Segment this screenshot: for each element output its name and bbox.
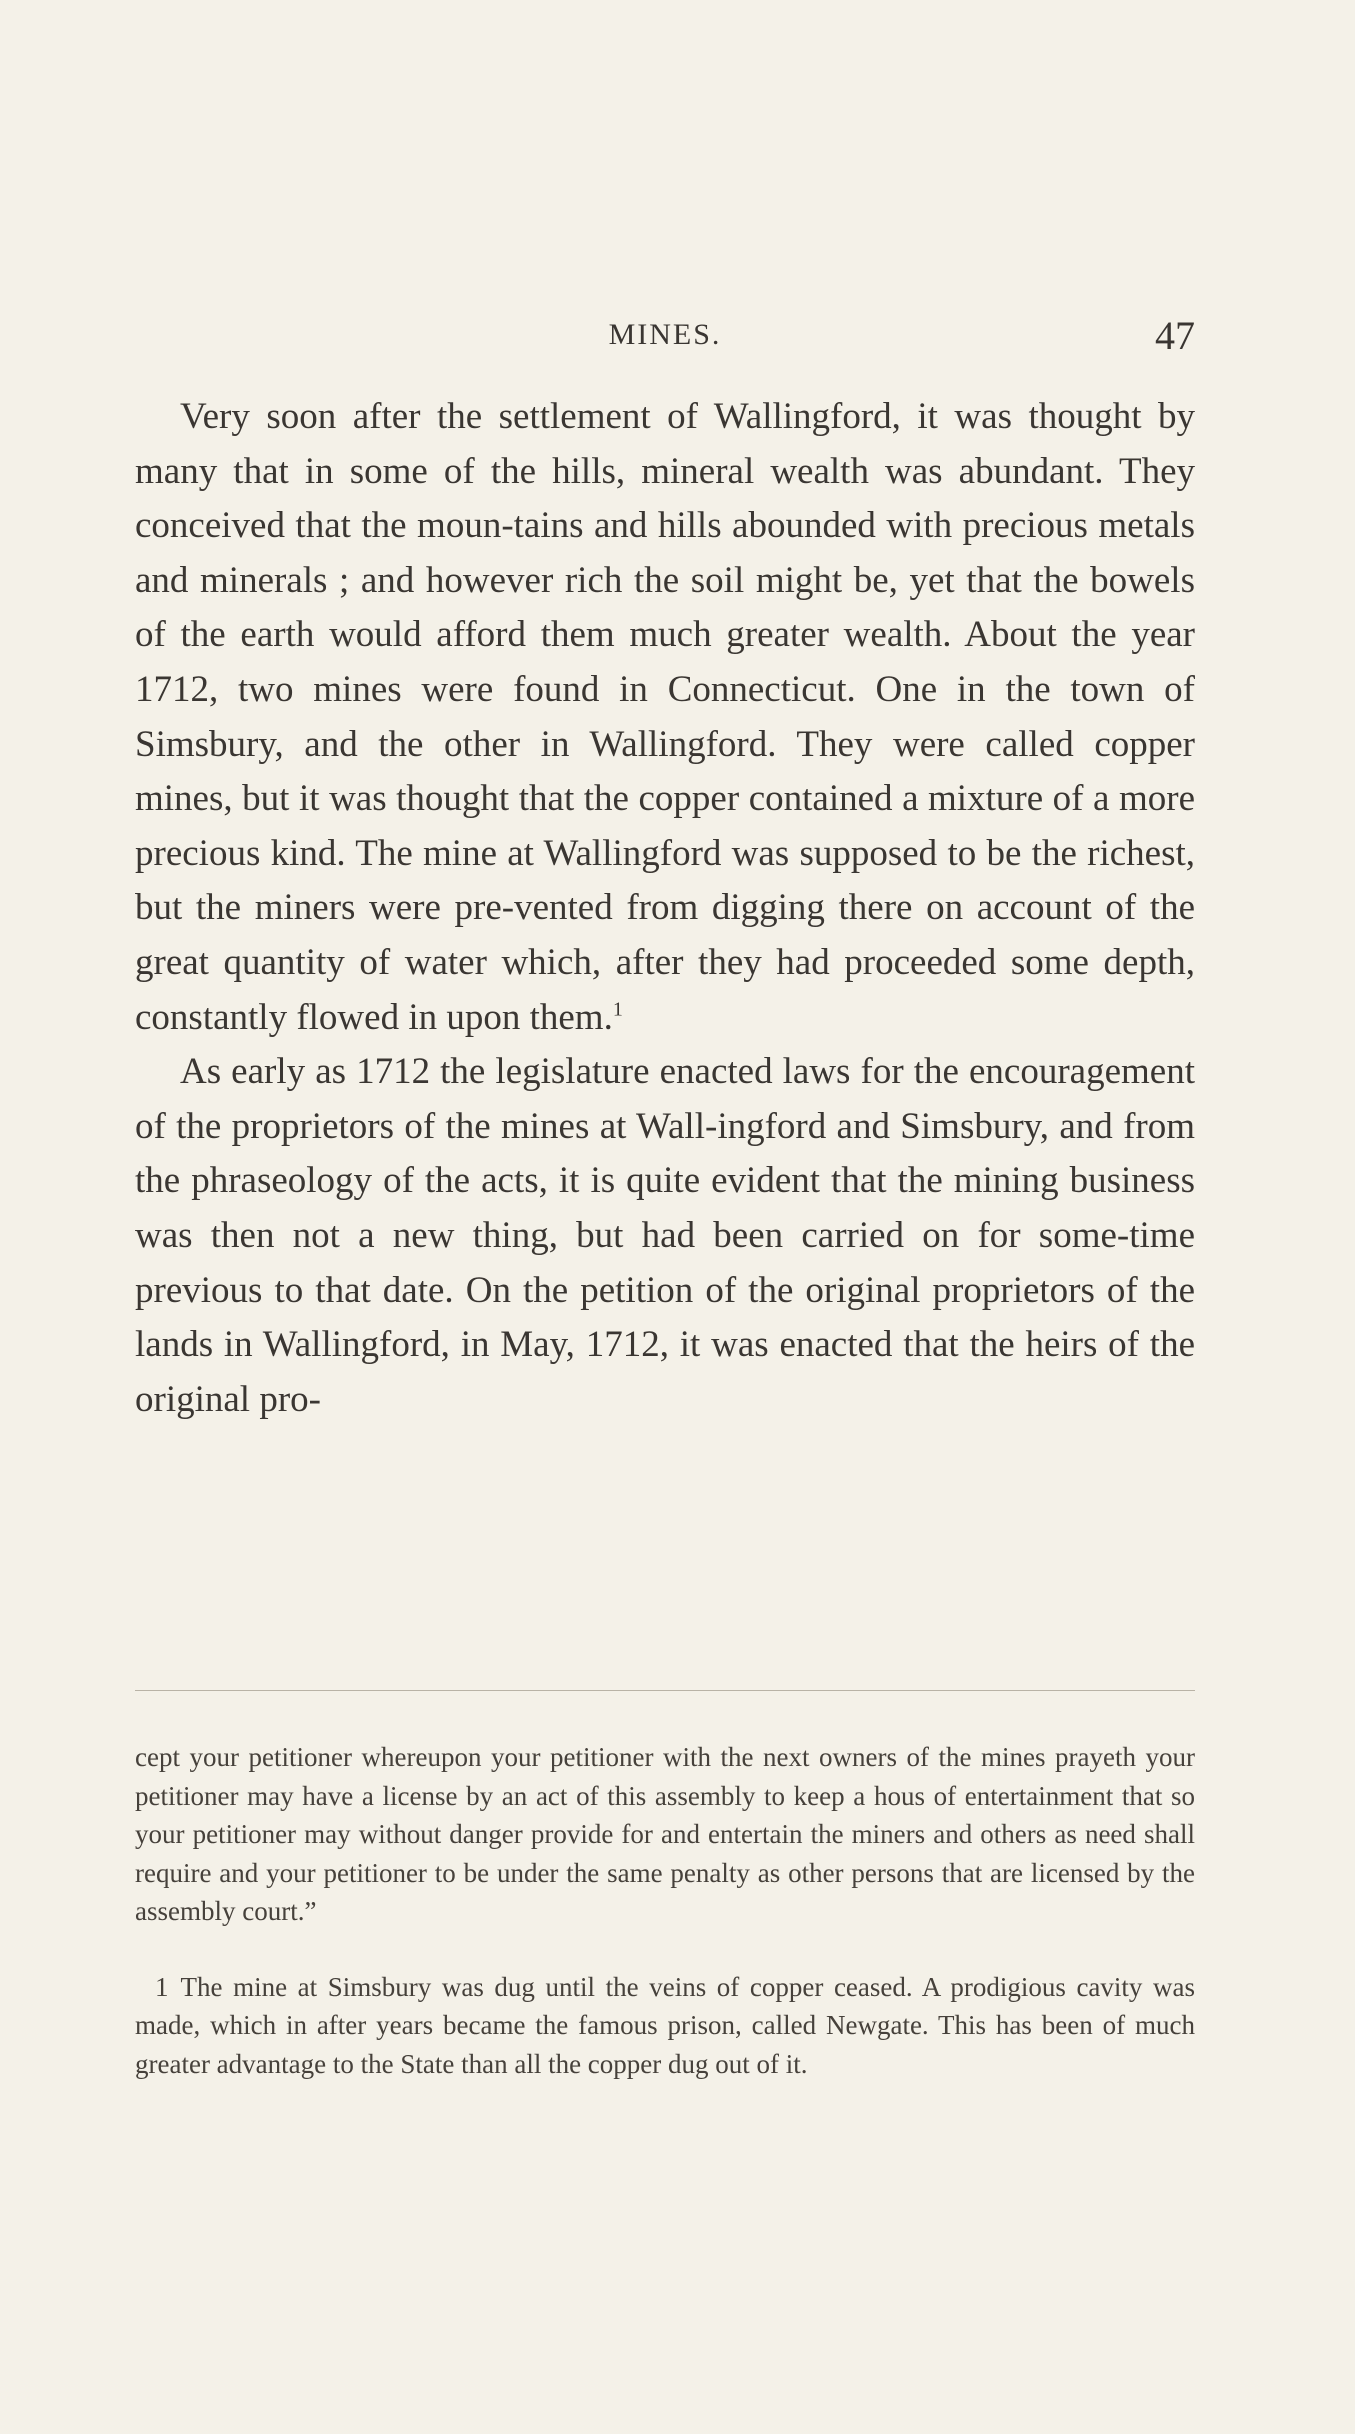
footnote-text: The mine at Simsbury was dug until the veins of copper ceased. A prodigious cavity was made, which in after years became the famous prison, called Newgate. This has been of much greater advantage to the State than all the copper dug out of it. xyxy=(135,1971,1195,2079)
body-paragraph xyxy=(135,390,1195,1045)
paragraph-text: Very soon after the settlement of Wallingford, it was thought by many that in some of the hills, mineral wealth was abundant. They conceived that the moun-tains and hills abounded with precious metals and minerals ; and however rich the soil might be, yet that the bowels of the earth would afford them much greater wealth. About the year 1712, two mines were found in Connecticut. One in the town of Simsbury, and the other in Wallingford. They were called copper mines, but it was thought that the copper contained a mixture of a more precious kind. The mine at Wallingford was supposed to be the richest, but the miners were pre-vented from digging there on account of the great quantity of water which, after they had proceeded some depth, constantly flowed in upon them. xyxy=(135,396,1195,1038)
footnote-reference: 1 xyxy=(612,998,623,1021)
main-text xyxy=(135,390,1195,1427)
page-number: 47 xyxy=(1155,313,1195,358)
continued-note: cept your petitioner whereupon your petitioner with the next owners of the mines prayeth your petitioner may have a license by an act of this assembly to keep a hous of entertainment that so your petitioner may without danger provide for and entertain the miners and others as need shall require and your petitioner to be under the same penalty as other persons that are licensed by the assembly court.” xyxy=(135,1742,1195,1926)
footnote-divider xyxy=(135,1690,1195,1691)
footnote xyxy=(135,1968,1195,2084)
footnotes xyxy=(135,1738,1195,2083)
running-title: MINES. xyxy=(608,318,722,351)
footnote-marker: 1 xyxy=(155,1971,169,2002)
body-paragraph: As early as 1712 the legislature enacted laws for the encouragement of the proprietors of the mines at Wall-ingford and Simsbury, and from the phraseology of the acts, it is quite evident that the mining business was then not a new thing, but had been carried on for some-time previous to that date. On the petition of the original proprietors of the lands in Wallingford, in May, 1712, it was enacted that the heirs of the original pro- xyxy=(135,1051,1195,1420)
running-head xyxy=(135,312,1195,372)
